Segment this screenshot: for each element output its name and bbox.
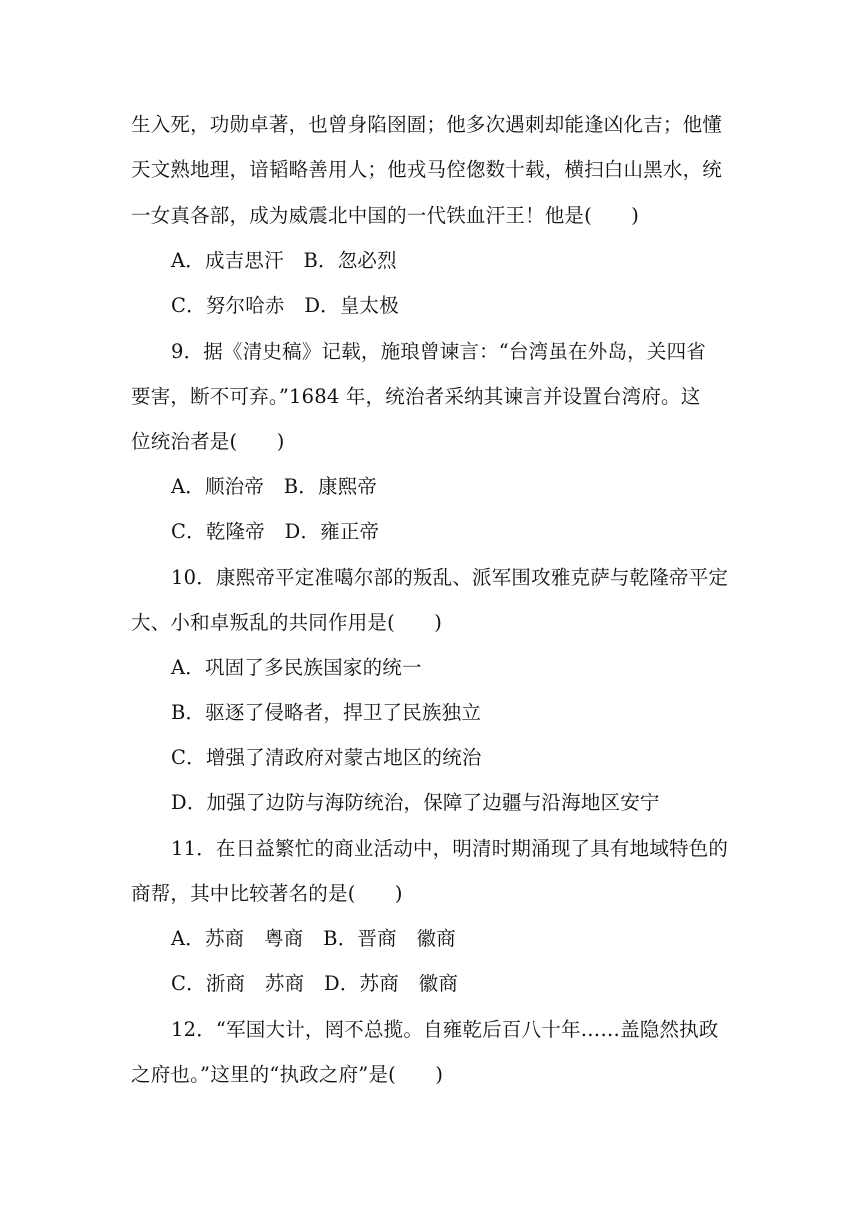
q8-stem-line-3: 一女真各部，成为威震北中国的一代铁血汗王！他是( ) [131,204,640,227]
q9-stem-line-2: 要害，断不可弃。”1684 年，统治者采纳其谏言并设置台湾府。这 [131,385,701,408]
q9-options-ab: A．顺治帝 B．康熙帝 [171,475,378,498]
q9-options-cd: C．乾隆帝 D．雍正帝 [171,520,380,543]
q10-option-d: D．加强了边防与海防统治，保障了边疆与沿海地区安宁 [171,791,660,814]
q10-option-a: A．巩固了多民族国家的统一 [171,656,422,679]
q11-stem-line-2: 商帮，其中比较著名的是( ) [131,882,403,905]
q11-options-cd: C．浙商 苏商 D．苏商 徽商 [171,972,459,995]
q8-options-cd: C．努尔哈赤 D．皇太极 [171,294,399,317]
q9-stem-line-1: 9．据《清史稿》记载，施琅曾谏言：“台湾虽在外岛，关四省 [171,340,706,363]
q8-stem-line-1: 生入死，功勋卓著，也曾身陷囹圄；他多次遇刺却能逢凶化吉；他懂 [131,113,723,136]
q10-stem-line-2: 大、小和卓叛乱的共同作用是( ) [131,611,443,634]
q8-stem-line-2: 天文熟地理，谙韬略善用人；他戎马倥偬数十载，横扫白山黑水，统 [131,158,723,181]
q9-stem-line-3: 位统治者是( ) [131,430,285,453]
q8-options-ab: A．成吉思汗 B．忽必烈 [171,249,397,272]
q11-options-ab: A．苏商 粤商 B．晋商 徽商 [171,927,456,950]
q12-stem-line-2: 之府也。”这里的“执政之府”是( ) [131,1063,444,1086]
q12-stem-line-1: 12．“军国大计，罔不总揽。自雍乾后百八十年……盖隐然执政 [171,1018,719,1041]
q10-stem-line-1: 10．康熙帝平定准噶尔部的叛乱、派军围攻雅克萨与乾隆帝平定 [171,566,729,589]
q10-option-c: C．增强了清政府对蒙古地区的统治 [171,746,482,769]
q10-option-b: B．驱逐了侵略者，捍卫了民族独立 [171,701,482,724]
q11-stem-line-1: 11．在日益繁忙的商业活动中，明清时期涌现了具有地域特色的 [171,837,729,860]
